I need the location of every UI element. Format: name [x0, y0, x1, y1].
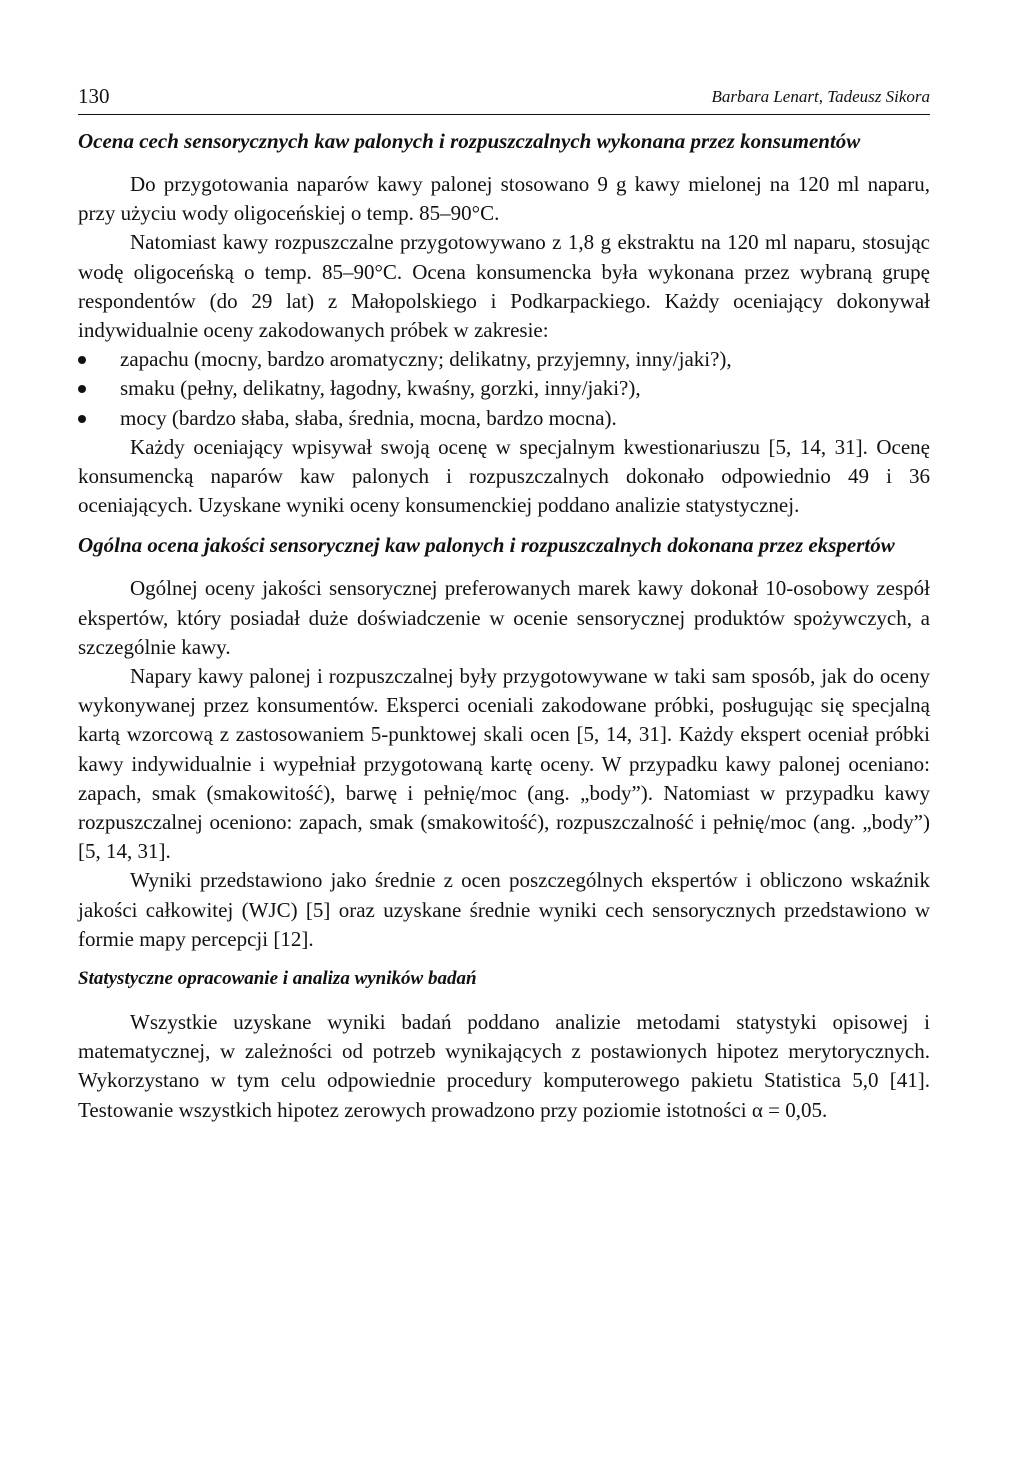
page-number: 130 — [78, 84, 110, 108]
paragraph: Do przygotowania naparów kawy palonej stosowano 9 g kawy mielonej na 120 ml naparu, przy użyciu wody oligoceńskiej o temp. 85–90°C. — [78, 172, 930, 226]
paragraph: Wszystkie uzyskane wyniki badań poddano analizie metodami statystyki opisowej i matematycznej, w zależności od potrzeb wynikających z postawionych hipotez merytorycznych. Wykorzystano w tym celu odpowiednie procedury komputerowego pakietu Statistica 5,0 [41]. Testowanie wszystkich hipotez zerowych prowadzono przy poziomie istotności α = 0,05. — [78, 1010, 930, 1122]
list-item — [78, 345, 930, 374]
article-body — [78, 126, 930, 1125]
list-item-text: zapachu (mocny, bardzo aromatyczny; delikatny, przyjemny, inny/jaki?), — [120, 347, 732, 372]
list-item — [78, 374, 930, 403]
list-item — [78, 404, 930, 433]
page-header — [78, 84, 930, 115]
section-heading: Statystyczne opracowanie i analiza wyników badań — [78, 968, 477, 990]
bullet-icon — [78, 385, 86, 393]
paragraph: Napary kawy palonej i rozpuszczalnej były przygotowywane w taki sam sposób, jak do oceny wykonywanej przez konsumentów. Eksperci oceniali zakodowane próbki, posługując się specjalną kartą wzorcową z zastosowaniem 5-punktowej skali ocen [5, 14, 31]. Każdy ekspert oceniał próbki kawy indywidualnie i wypełniał przygotowaną kartę oceny. W przypadku kawy palonej oceniano: zapach, smak (smakowitość), barwę i pełnię/moc (ang. „body”). Natomiast w przypadku kawy rozpuszczalnej oceniono: zapach, smak (smakowitość), rozpuszczalność i pełnię/moc (ang. „body”) [5, 14, 31]. — [78, 664, 930, 864]
running-head-authors: Barbara Lenart, Tadeusz Sikora — [711, 87, 930, 106]
paragraph: Każdy oceniający wpisywał swoją ocenę w specjalnym kwestionariuszu [5, 14, 31]. Ocenę konsumencką naparów kaw palonych i rozpuszczalnych dokonało odpowiednio 49 i 36 oceniających. Uzyskane wyniki oceny konsumenckiej poddano analizie statystycznej. — [78, 434, 930, 518]
paragraph: Natomiast kawy rozpuszczalne przygotowywano z 1,8 g ekstraktu na 120 ml naparu, stosując wodę oligoceńską o temp. 85–90°C. Ocena konsumencka była wykonana przez wybraną grupę respondentów (do 29 lat) z Małopolskiego i Podkarpackiego. Każdy oceniający dokonywał indywidualnie oceny zakodowanych próbek w zakresie: — [78, 230, 930, 343]
paragraph: Wyniki przedstawiono jako średnie z ocen poszczególnych ekspertów i obliczono wskaźnik jakości całkowitej (WJC) [5] oraz uzyskane średnie wyniki cech sensorycznych przedstawiono w formie mapy percepcji [12]. — [78, 868, 930, 951]
section-heading: Ocena cech sensorycznych kaw palonych i rozpuszczalnych wykonana przez konsumentów — [78, 129, 861, 153]
bullet-list — [78, 345, 930, 433]
bullet-icon — [78, 356, 86, 364]
section-heading: Ogólna ocena jakości sensorycznej kaw palonych i rozpuszczalnych dokonana przez ekspertów — [78, 533, 895, 558]
bullet-icon — [78, 415, 86, 423]
list-item-text: smaku (pełny, delikatny, łagodny, kwaśny, gorzki, inny/jaki?), — [120, 376, 641, 401]
paragraph: Ogólnej oceny jakości sensorycznej preferowanych marek kawy dokonał 10-osobowy zespół ekspertów, który posiadał duże doświadczenie w ocenie sensorycznej produktów spożywczych, a szczególnie kawy. — [78, 576, 930, 659]
list-item-text: mocy (bardzo słaba, słaba, średnia, mocna, bardzo mocna). — [120, 405, 617, 430]
